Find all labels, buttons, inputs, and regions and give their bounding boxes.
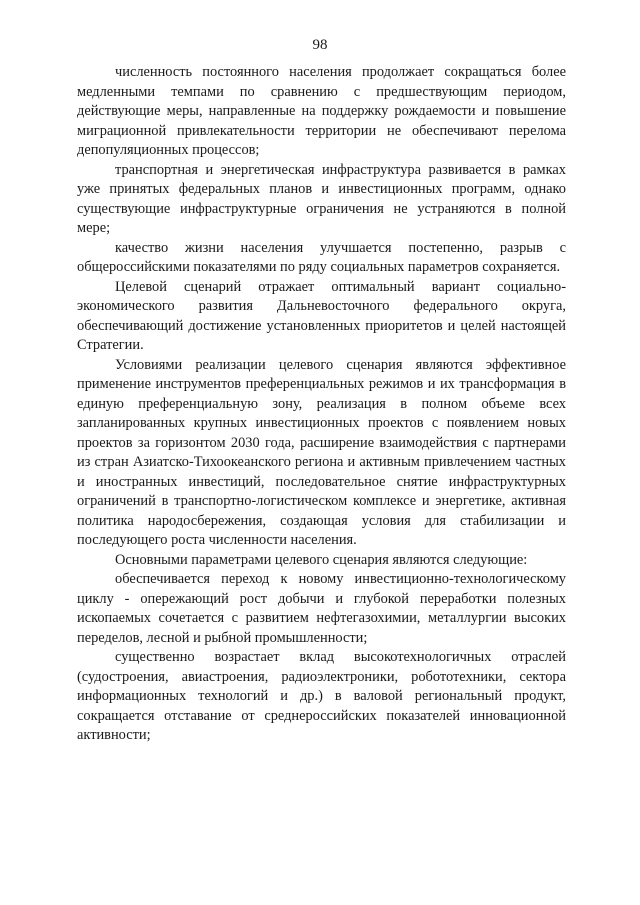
paragraph-quality-of-life: качество жизни населения улучшается постепенно, разрыв с общероссийскими показателями по ряду социальных параметров сохраняется. [77,239,566,275]
document-body [77,63,566,746]
paragraph-investment-cycle: обеспечивается переход к новому инвестиционно-технологическому циклу - опережающий рост добычи и глубокой переработки полезных ископаемых сочетается с развитием нефтегазохимии, металлургии высоких переделов, лесной и рыбной промышленности; [77,571,566,646]
paragraph-target-scenario: Целевой сценарий отражает оптимальный вариант социально-экономического развития Дальневосточного федерального округа, обеспечивающий достижение установленных приоритетов и целей настоящей Стратегии. [77,278,566,353]
paragraph-scenario-conditions: Условиями реализации целевого сценария являются эффективное применение инструментов преференциальных режимов и их трансформация в единую преференциальную зону, реализация в полном объеме всех запланированных крупных инвестиционных проектов с появлением новых проектов за горизонтом 2030 года, расширение взаимодействия с партнерами из стран Азиатско-Тихоокеанского региона и активным привлечением частных и иностранных инвестиций, последовательное снятие инфраструктурных ограничений в транспортно-логистическом комплексе и энергетике, активная политика народосбережения, создающая условия для стабилизации и последующего роста численности населения. [77,356,566,548]
paragraph-parameters-intro: Основными параметрами целевого сценария являются следующие: [115,551,528,568]
paragraph-high-tech-sectors: существенно возрастает вклад высокотехнологичных отраслей (судостроения, авиастроения, радиоэлектроники, робототехники, сектора информационных технологий и др.) в валовой региональный продукт, сокращается отставание от среднероссийских показателей инновационной активности; [77,649,566,743]
paragraph-infrastructure: транспортная и энергетическая инфраструктура развивается в рамках уже принятых федеральных планов и инвестиционных программ, однако существующие инфраструктурные ограничения не устраняются в полной мере; [77,161,566,236]
page-number: 98 [312,37,328,53]
paragraph-population: численность постоянного населения продолжает сокращаться более медленными темпами по сравнению с предшествующим периодом, действующие меры, направленные на поддержку рождаемости и повышение миграционной привлекательности территории не обеспечивают перелома депопуляционных процессов; [77,64,566,158]
